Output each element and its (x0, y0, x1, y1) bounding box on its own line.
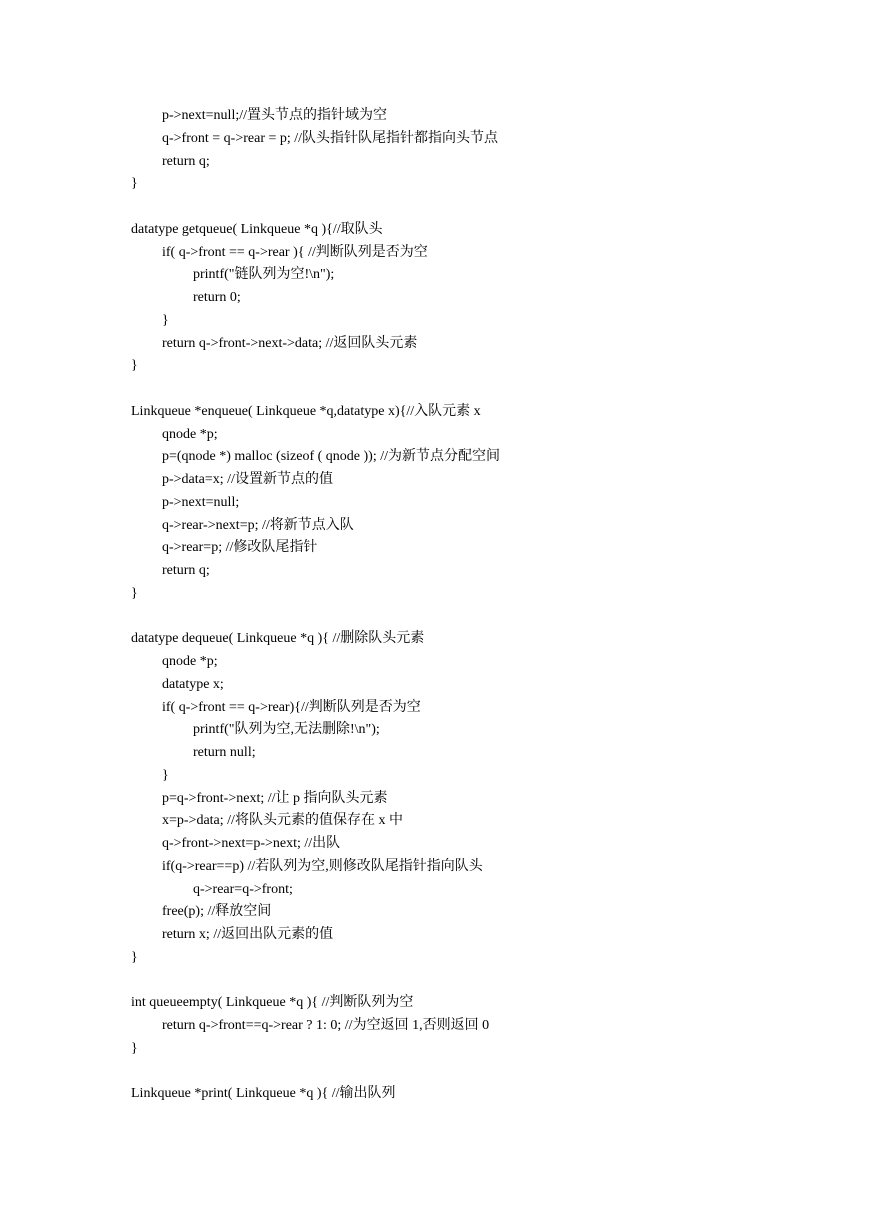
code-line: Linkqueue *print( Linkqueue *q ){ //输出队列 (131, 1086, 396, 1102)
code-line: qnode *p; (162, 426, 218, 442)
code-line: return q->front->next->data; //返回队头元素 (162, 335, 418, 351)
blank-line (131, 606, 831, 629)
code-line: q->rear->next=p; //将新节点入队 (162, 517, 354, 533)
code-line: p->next=null;//置头节点的指针域为空 (162, 108, 388, 123)
code-line: } (162, 312, 169, 328)
code-line: q->front->next=p->next; //出队 (162, 836, 341, 851)
code-line: q->front = q->rear = p; //队头指针队尾指针都指向头节点 (162, 130, 499, 146)
code-line: } (162, 767, 169, 783)
code-line: return 0; (193, 290, 241, 305)
code-line: q->rear=p; //修改队尾指针 (162, 540, 318, 556)
code-line: qnode *p; (162, 654, 218, 669)
code-line: p=q->front->next; //让 p 指向队头元素 (162, 790, 388, 806)
code-line: } (131, 585, 138, 601)
code-line: p->next=null; (162, 494, 240, 510)
code-line: q->rear=q->front; (193, 881, 293, 897)
code-line: x=p->data; //将队头元素的值保存在 x 中 (162, 813, 403, 829)
code-line: return null; (193, 745, 256, 760)
code-line: datatype getqueue( Linkqueue *q ){//取队头 (131, 221, 383, 237)
code-line: return q->front==q->rear ? 1: 0; //为空返回 1,否则返回 0 (162, 1018, 490, 1033)
blank-line (131, 378, 831, 401)
code-line: printf("链队列为空!\n"); (193, 267, 335, 283)
code-line: datatype x; (162, 676, 224, 692)
blank-line (131, 1061, 831, 1084)
code-line: free(p); //释放空间 (162, 904, 272, 920)
code-line: p=(qnode *) malloc (sizeof ( qnode )); //为新节点分配空间 (162, 449, 500, 465)
code-line: printf("队列为空,无法删除!\n"); (193, 722, 380, 738)
code-line: return x; //返回出队元素的值 (162, 927, 334, 942)
code-line: if( q->front == q->rear ){ //判断队列是否为空 (162, 244, 428, 260)
code-block (131, 105, 831, 1106)
code-line: } (131, 358, 138, 374)
code-line: int queueempty( Linkqueue *q ){ //判断队列为空 (131, 995, 414, 1011)
code-line: } (131, 1040, 138, 1056)
code-line: datatype dequeue( Linkqueue *q ){ //删除队头元素 (131, 631, 425, 647)
code-line: return q; (162, 563, 210, 578)
code-line: Linkqueue *enqueue( Linkqueue *q,datatype x){//入队元素 x (131, 403, 481, 419)
code-line: } (131, 949, 138, 965)
blank-line (131, 970, 831, 993)
code-line: p->data=x; //设置新节点的值 (162, 472, 333, 487)
code-line: if(q->rear==p) //若队列为空,则修改队尾指针指向队头 (162, 858, 483, 874)
blank-line (131, 196, 831, 219)
code-line: if( q->front == q->rear){//判断队列是否为空 (162, 699, 421, 715)
code-line: } (131, 176, 138, 192)
code-line: return q; (162, 153, 210, 169)
